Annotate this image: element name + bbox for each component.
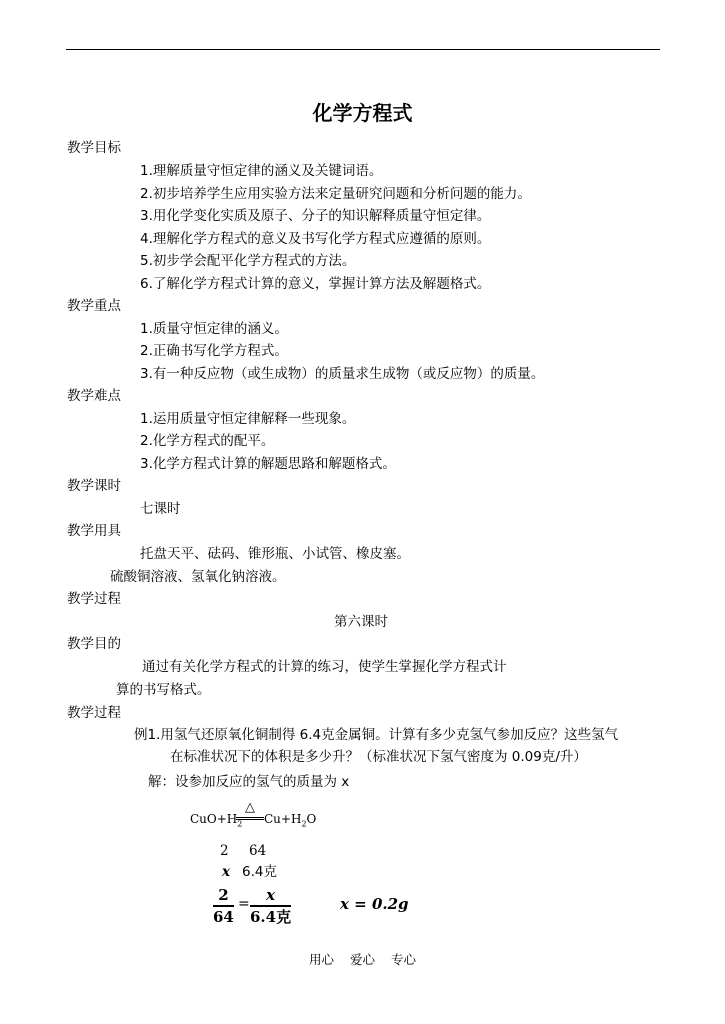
footer-word: 专心 bbox=[390, 952, 416, 967]
process-heading: 教学过程 bbox=[67, 705, 121, 721]
objective-item: 1.理解质量守恒定律的涵义及关键词语。 bbox=[140, 163, 383, 179]
equation-left: $CuO+H_2$ bbox=[190, 812, 243, 829]
footer-word: 用心 bbox=[308, 952, 334, 967]
example-text: 在标准状况下的体积是多少升？（标准状况下氢气密度为 0.09克/升） bbox=[170, 749, 587, 765]
difficulty-item: 3.化学方程式计算的解题思路和解题格式。 bbox=[140, 456, 396, 472]
lesson-goal-text: 算的书写格式。 bbox=[116, 682, 211, 698]
solution-text: 解：设参加反应的氢气的质量为 x bbox=[148, 774, 350, 790]
difficulty-item: 1.运用质量守恒定律解释一些现象。 bbox=[140, 411, 356, 427]
key-point-item: 2.正确书写化学方程式。 bbox=[140, 343, 288, 359]
example-text: 例1.用氢气还原氧化铜制得 6.4克金属铜。计算有多少克氢气参加反应？这些氢气 bbox=[134, 727, 619, 743]
page-footer bbox=[0, 950, 725, 968]
key-points-heading: 教学重点 bbox=[67, 298, 121, 314]
ratio-value: 2 bbox=[220, 843, 229, 859]
key-point-item: 1.质量守恒定律的涵义。 bbox=[140, 321, 288, 337]
difficulty-item: 2.化学方程式的配平。 bbox=[140, 433, 275, 449]
process-heading: 教学过程 bbox=[67, 591, 121, 607]
objective-item: 6.了解化学方程式计算的意义，掌握计算方法及解题格式。 bbox=[140, 276, 491, 292]
objectives-heading: 教学目标 bbox=[67, 140, 121, 156]
hours-value: 七课时 bbox=[140, 501, 181, 517]
objective-item: 2.初步培养学生应用实验方法来定量研究问题和分析问题的能力。 bbox=[140, 186, 531, 202]
heat-condition-symbol: △ bbox=[245, 800, 255, 815]
document-title: 化学方程式 bbox=[312, 101, 413, 125]
tools-line: 硫酸铜溶液、氢氧化钠溶液。 bbox=[110, 569, 286, 585]
chemical-equation bbox=[190, 800, 330, 830]
objective-item: 3.用化学变化实质及原子、分子的知识解释质量守恒定律。 bbox=[140, 208, 491, 224]
lesson-goal-heading: 教学目的 bbox=[67, 636, 121, 652]
equation-right: $Cu+H_2O$ bbox=[264, 812, 317, 829]
ratio-value: 64 bbox=[249, 843, 267, 859]
tools-line: 托盘天平、砝码、锥形瓶、小试管、橡皮塞。 bbox=[140, 546, 410, 562]
given-mass: 6.4克 bbox=[242, 864, 277, 880]
key-point-item: 3.有一种反应物（或生成物）的质量求生成物（或反应物）的质量。 bbox=[140, 366, 545, 382]
tools-heading: 教学用具 bbox=[67, 523, 121, 539]
header-rule bbox=[66, 49, 660, 50]
calculation-result: x = 0.2g bbox=[340, 895, 409, 913]
footer-word: 爱心 bbox=[349, 952, 375, 967]
unknown-variable: x bbox=[222, 864, 231, 880]
objective-item: 5.初步学会配平化学方程式的方法。 bbox=[140, 253, 356, 269]
difficulties-heading: 教学难点 bbox=[67, 388, 121, 404]
fraction-right: x 6.4克 bbox=[250, 886, 292, 926]
hours-heading: 教学课时 bbox=[67, 478, 121, 494]
lesson-number: 第六课时 bbox=[334, 614, 388, 630]
objective-item: 4.理解化学方程式的意义及书写化学方程式应遵循的原则。 bbox=[140, 231, 491, 247]
fraction-left: 2 64 bbox=[213, 886, 234, 926]
lesson-goal-text: 通过有关化学方程式的计算的练习，使学生掌握化学方程式计 bbox=[142, 659, 507, 675]
equals-sign: = bbox=[238, 896, 250, 912]
